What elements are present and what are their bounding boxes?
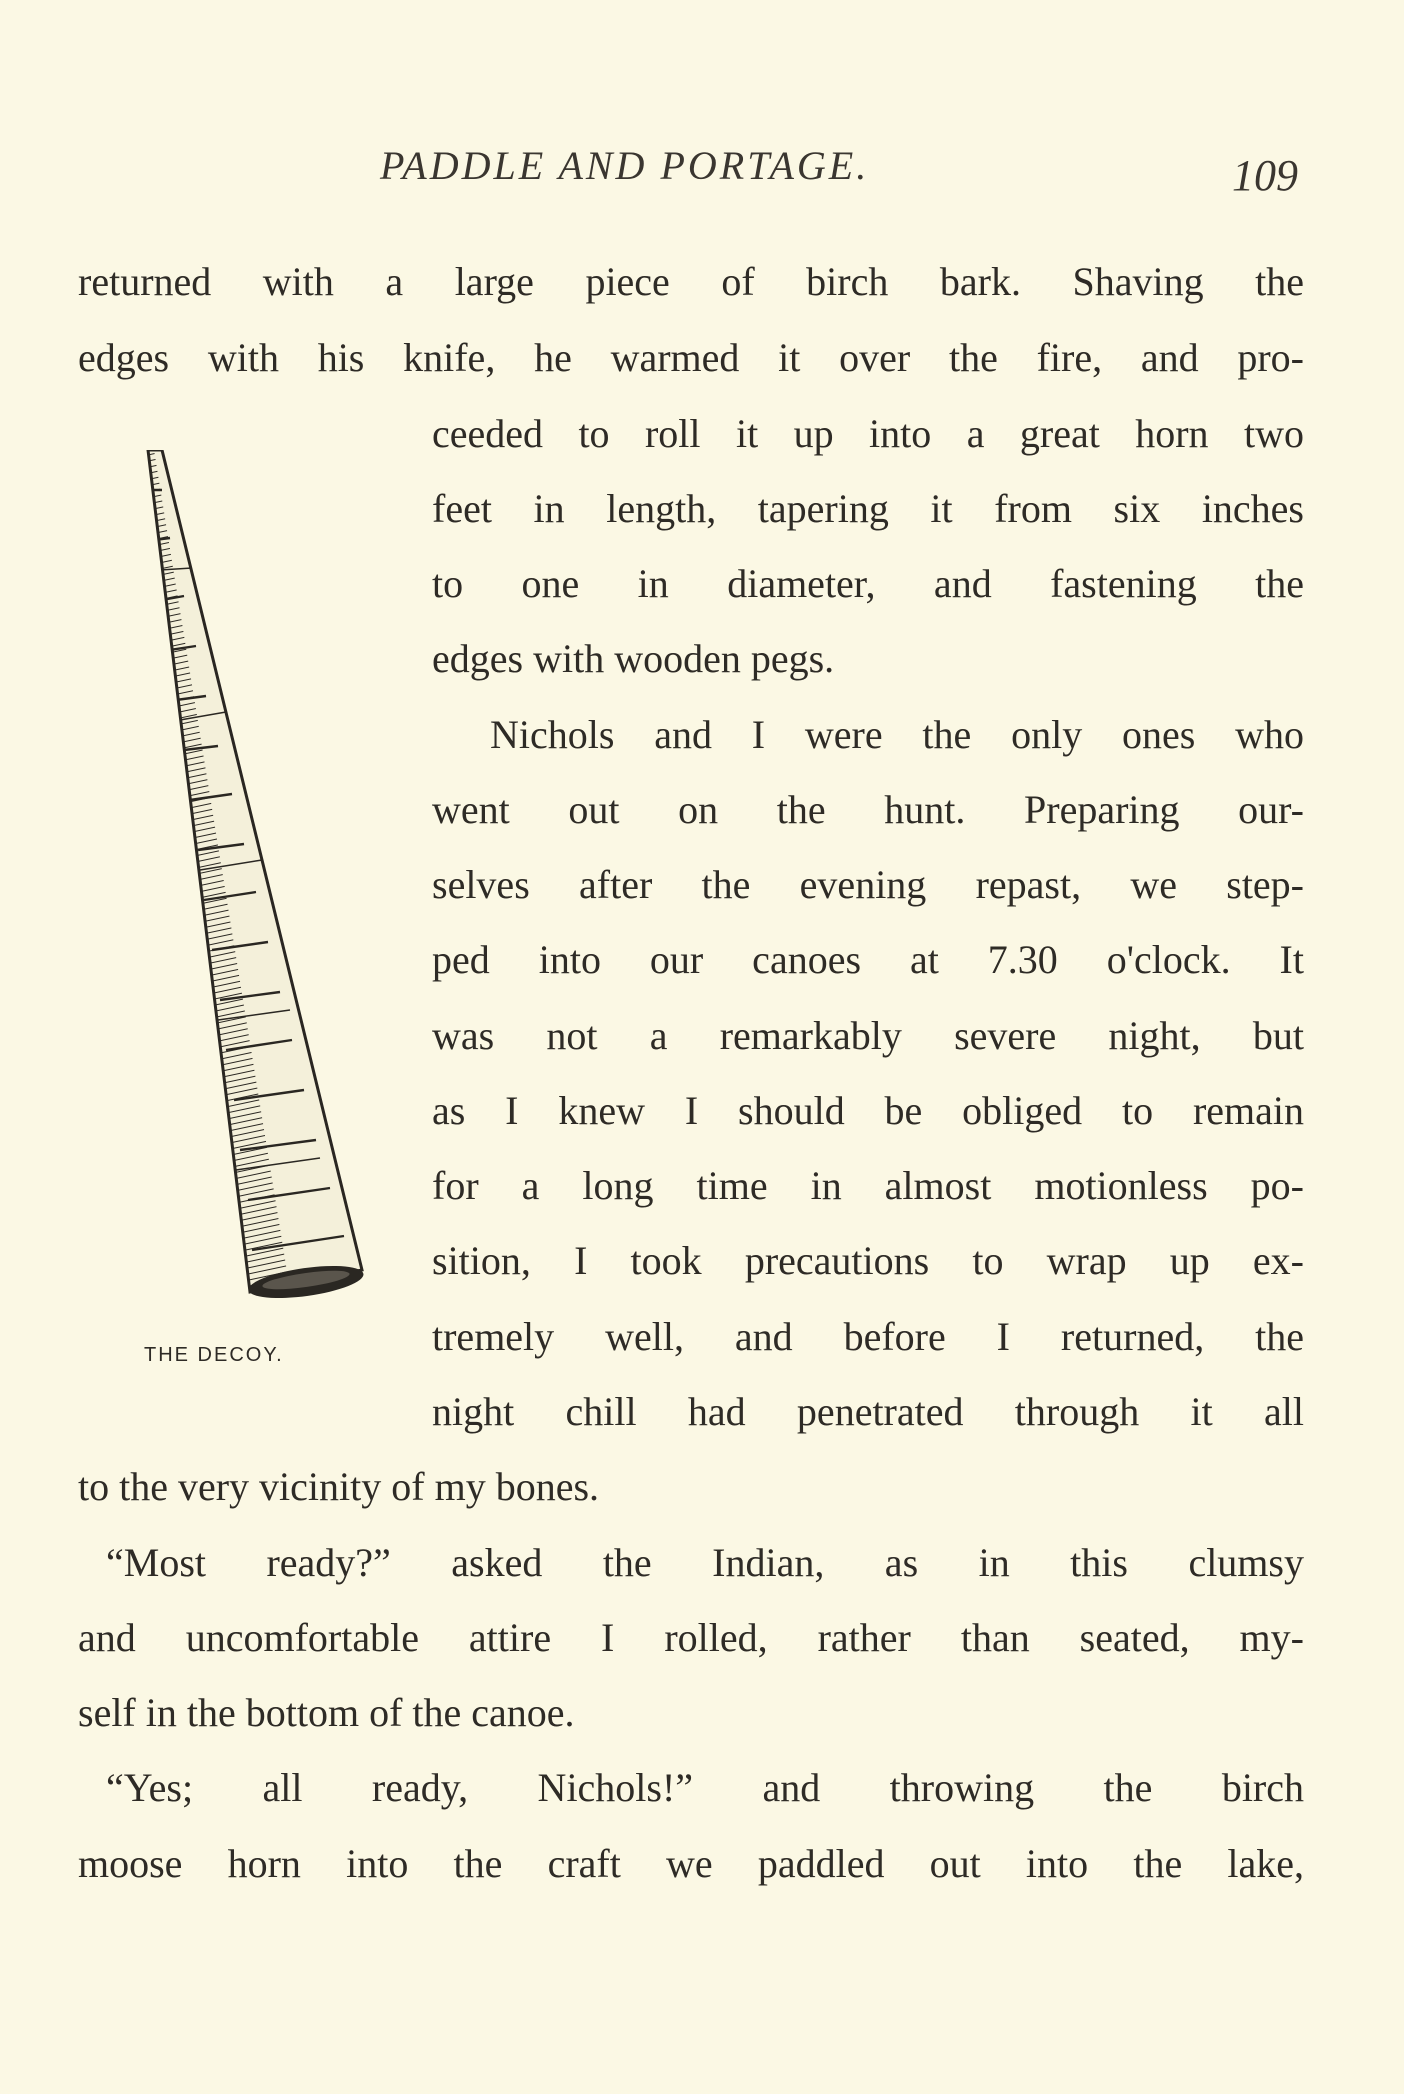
text-line: was not a remarkably severe night, but bbox=[432, 1013, 1304, 1058]
text-line: self in the bottom of the canoe. bbox=[78, 1690, 575, 1735]
text-line: ped into our canoes at 7.30 o'clock. It bbox=[432, 937, 1304, 982]
text-line: to one in diameter, and fastening the bbox=[432, 561, 1304, 606]
text-line: selves after the evening repast, we step- bbox=[432, 862, 1304, 907]
text-line: “Most ready?” asked the Indian, as in this clumsy bbox=[106, 1540, 1304, 1585]
text-line: to the very vicinity of my bones. bbox=[78, 1464, 600, 1509]
text-line: night chill had penetrated through it all bbox=[432, 1389, 1304, 1434]
text-line: ceeded to roll it up into a great horn two bbox=[432, 411, 1304, 456]
text-line: went out on the hunt. Preparing our- bbox=[432, 787, 1304, 832]
birch-bark-horn-icon bbox=[140, 450, 380, 1310]
text-line: returned with a large piece of birch bark. Shaving the bbox=[78, 259, 1304, 304]
text-line: feet in length, tapering it from six inches bbox=[432, 486, 1304, 531]
text-line: edges with his knife, he warmed it over the fire, and pro- bbox=[78, 335, 1304, 380]
page-number: 109 bbox=[1232, 151, 1298, 200]
text-line: and uncomfortable attire I rolled, rather than seated, my- bbox=[78, 1615, 1304, 1660]
figure-caption: THE DECOY. bbox=[144, 1344, 284, 1366]
text-line: edges with wooden pegs. bbox=[432, 636, 835, 681]
text-line: “Yes; all ready, Nichols!” and throwing the birch bbox=[106, 1765, 1304, 1810]
text-line: Nichols and I were the only ones who bbox=[490, 712, 1304, 757]
text-line: tremely well, and before I returned, the bbox=[432, 1314, 1304, 1359]
text-line: for a long time in almost motionless po- bbox=[432, 1163, 1304, 1208]
running-head: PADDLE AND PORTAGE. bbox=[380, 143, 870, 188]
text-line: sition, I took precautions to wrap up ex- bbox=[432, 1238, 1304, 1283]
text-line: moose horn into the craft we paddled out into the lake, bbox=[78, 1841, 1304, 1886]
text-line: as I knew I should be obliged to remain bbox=[432, 1088, 1304, 1133]
